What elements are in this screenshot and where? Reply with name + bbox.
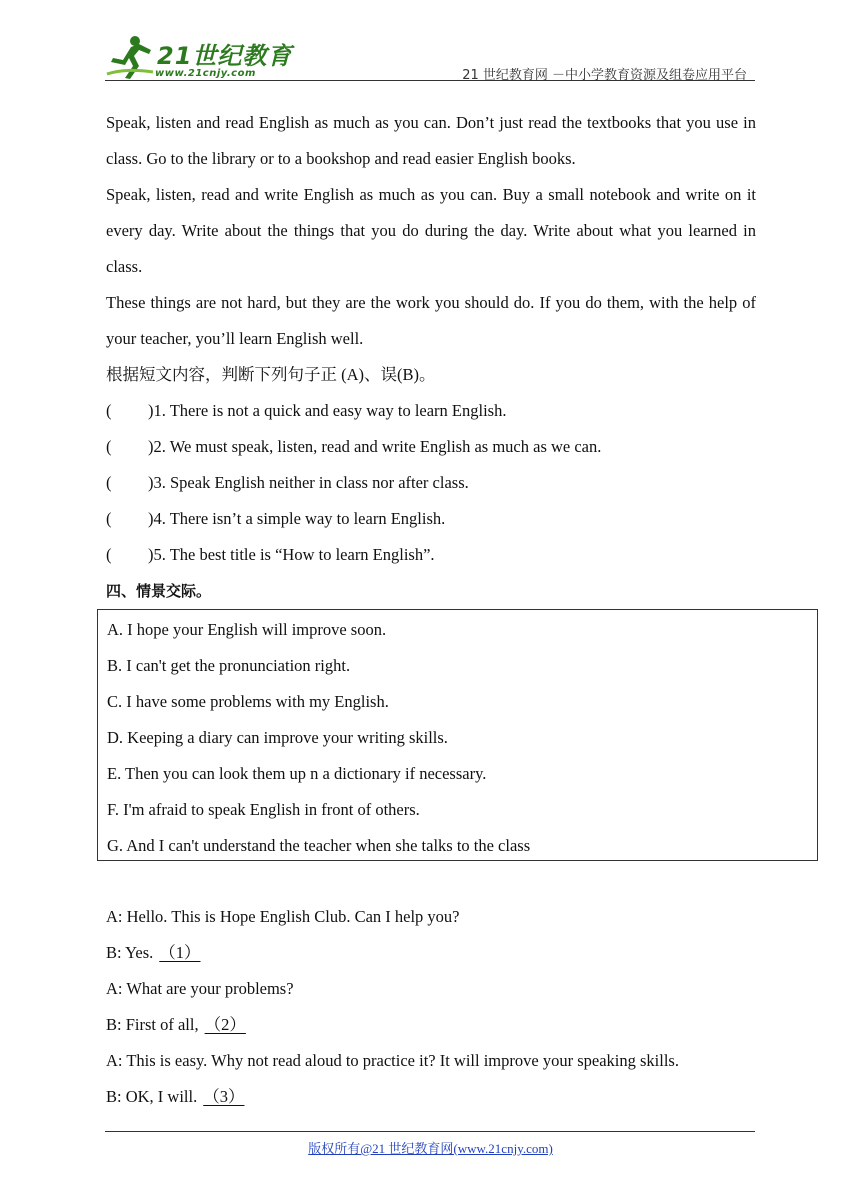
question-item	[106, 465, 756, 501]
logo-url: www.21cnjy.com	[155, 68, 256, 79]
dialog-line	[106, 899, 756, 935]
answer-blank[interactable]: （3）	[203, 1087, 245, 1106]
question-text: )5. The best title is “How to learn English”.	[148, 545, 435, 564]
question-item	[106, 393, 756, 429]
answer-blank[interactable]: (	[106, 473, 112, 492]
dialog-line	[106, 1007, 756, 1043]
site-logo	[105, 34, 305, 80]
option-item: B. I can't get the pronunciation right.	[107, 656, 351, 675]
answer-blank[interactable]: (	[106, 509, 112, 528]
option-item: D. Keeping a diary can improve your writing skills.	[107, 728, 448, 747]
answer-blank[interactable]: (	[106, 545, 112, 564]
dialog-line	[106, 935, 756, 971]
passage-paragraph: These things are not hard, but they are the work you should do. If you do them, with the help of your teacher, you’ll learn English well.	[106, 293, 756, 348]
question-item	[106, 429, 756, 465]
dialog-line	[106, 1043, 756, 1079]
option-item: G. And I can't understand the teacher when she talks to the class	[107, 836, 531, 855]
options-box	[97, 609, 818, 861]
reading-section	[106, 105, 756, 609]
page-header	[105, 30, 755, 82]
section-title: 四、情景交际。	[106, 582, 212, 600]
runner-logo-icon	[105, 34, 155, 80]
dialog-text: A: What are your problems?	[106, 979, 294, 998]
question-item	[106, 537, 756, 573]
question-item	[106, 501, 756, 537]
site-caption: 21 世纪教育网 －中小学教育资源及组卷应用平台	[462, 68, 747, 83]
answer-blank[interactable]: (	[106, 437, 112, 456]
passage-paragraph: Speak, listen and read English as much as you can. Don’t just read the textbooks that you use in class. Go to the library or to a bookshop and read easier English books.	[106, 113, 756, 168]
answer-blank[interactable]: （2）	[204, 1015, 246, 1034]
option-item: C. I have some problems with my English.	[107, 692, 389, 711]
question-text: )2. We must speak, listen, read and write English as much as we can.	[148, 437, 602, 456]
dialog-text: B: OK, I will.	[106, 1087, 198, 1106]
question-text: )4. There isn’t a simple way to learn English.	[148, 509, 446, 528]
dialog-line	[106, 971, 756, 1007]
instruction: 根据短文内容，判断下列句子正 (A)、误(B)。	[106, 365, 436, 384]
dialog-text: B: First of all,	[106, 1015, 199, 1034]
question-text: )3. Speak English neither in class nor after class.	[148, 473, 469, 492]
answer-blank[interactable]: (	[106, 401, 112, 420]
footer-divider	[105, 1131, 755, 1132]
option-item: E. Then you can look them up n a dictionary if necessary.	[107, 764, 487, 783]
dialog-text: A: Hello. This is Hope English Club. Can I help you?	[106, 907, 460, 926]
header-divider	[105, 80, 755, 81]
dialog-text: A: This is easy. Why not read aloud to practice it? It will improve your speaking skills.	[106, 1051, 679, 1070]
dialog-text: B: Yes.	[106, 943, 154, 962]
option-item: A. I hope your English will improve soon.	[107, 620, 387, 639]
option-item: F. I'm afraid to speak English in front of others.	[107, 800, 420, 819]
passage-paragraph: Speak, listen, read and write English as much as you can. Buy a small notebook and write on it every day. Write about the things that you do during the day. Write about what you learned in class.	[106, 185, 756, 276]
dialog-section	[106, 899, 756, 1115]
answer-blank[interactable]: （1）	[159, 943, 201, 962]
copyright-link[interactable]: 版权所有@21 世纪教育网(www.21cnjy.com)	[308, 1141, 553, 1156]
logo-title: 21世纪教育	[157, 42, 293, 70]
dialog-line	[106, 1079, 756, 1115]
question-text: )1. There is not a quick and easy way to learn English.	[148, 401, 507, 420]
